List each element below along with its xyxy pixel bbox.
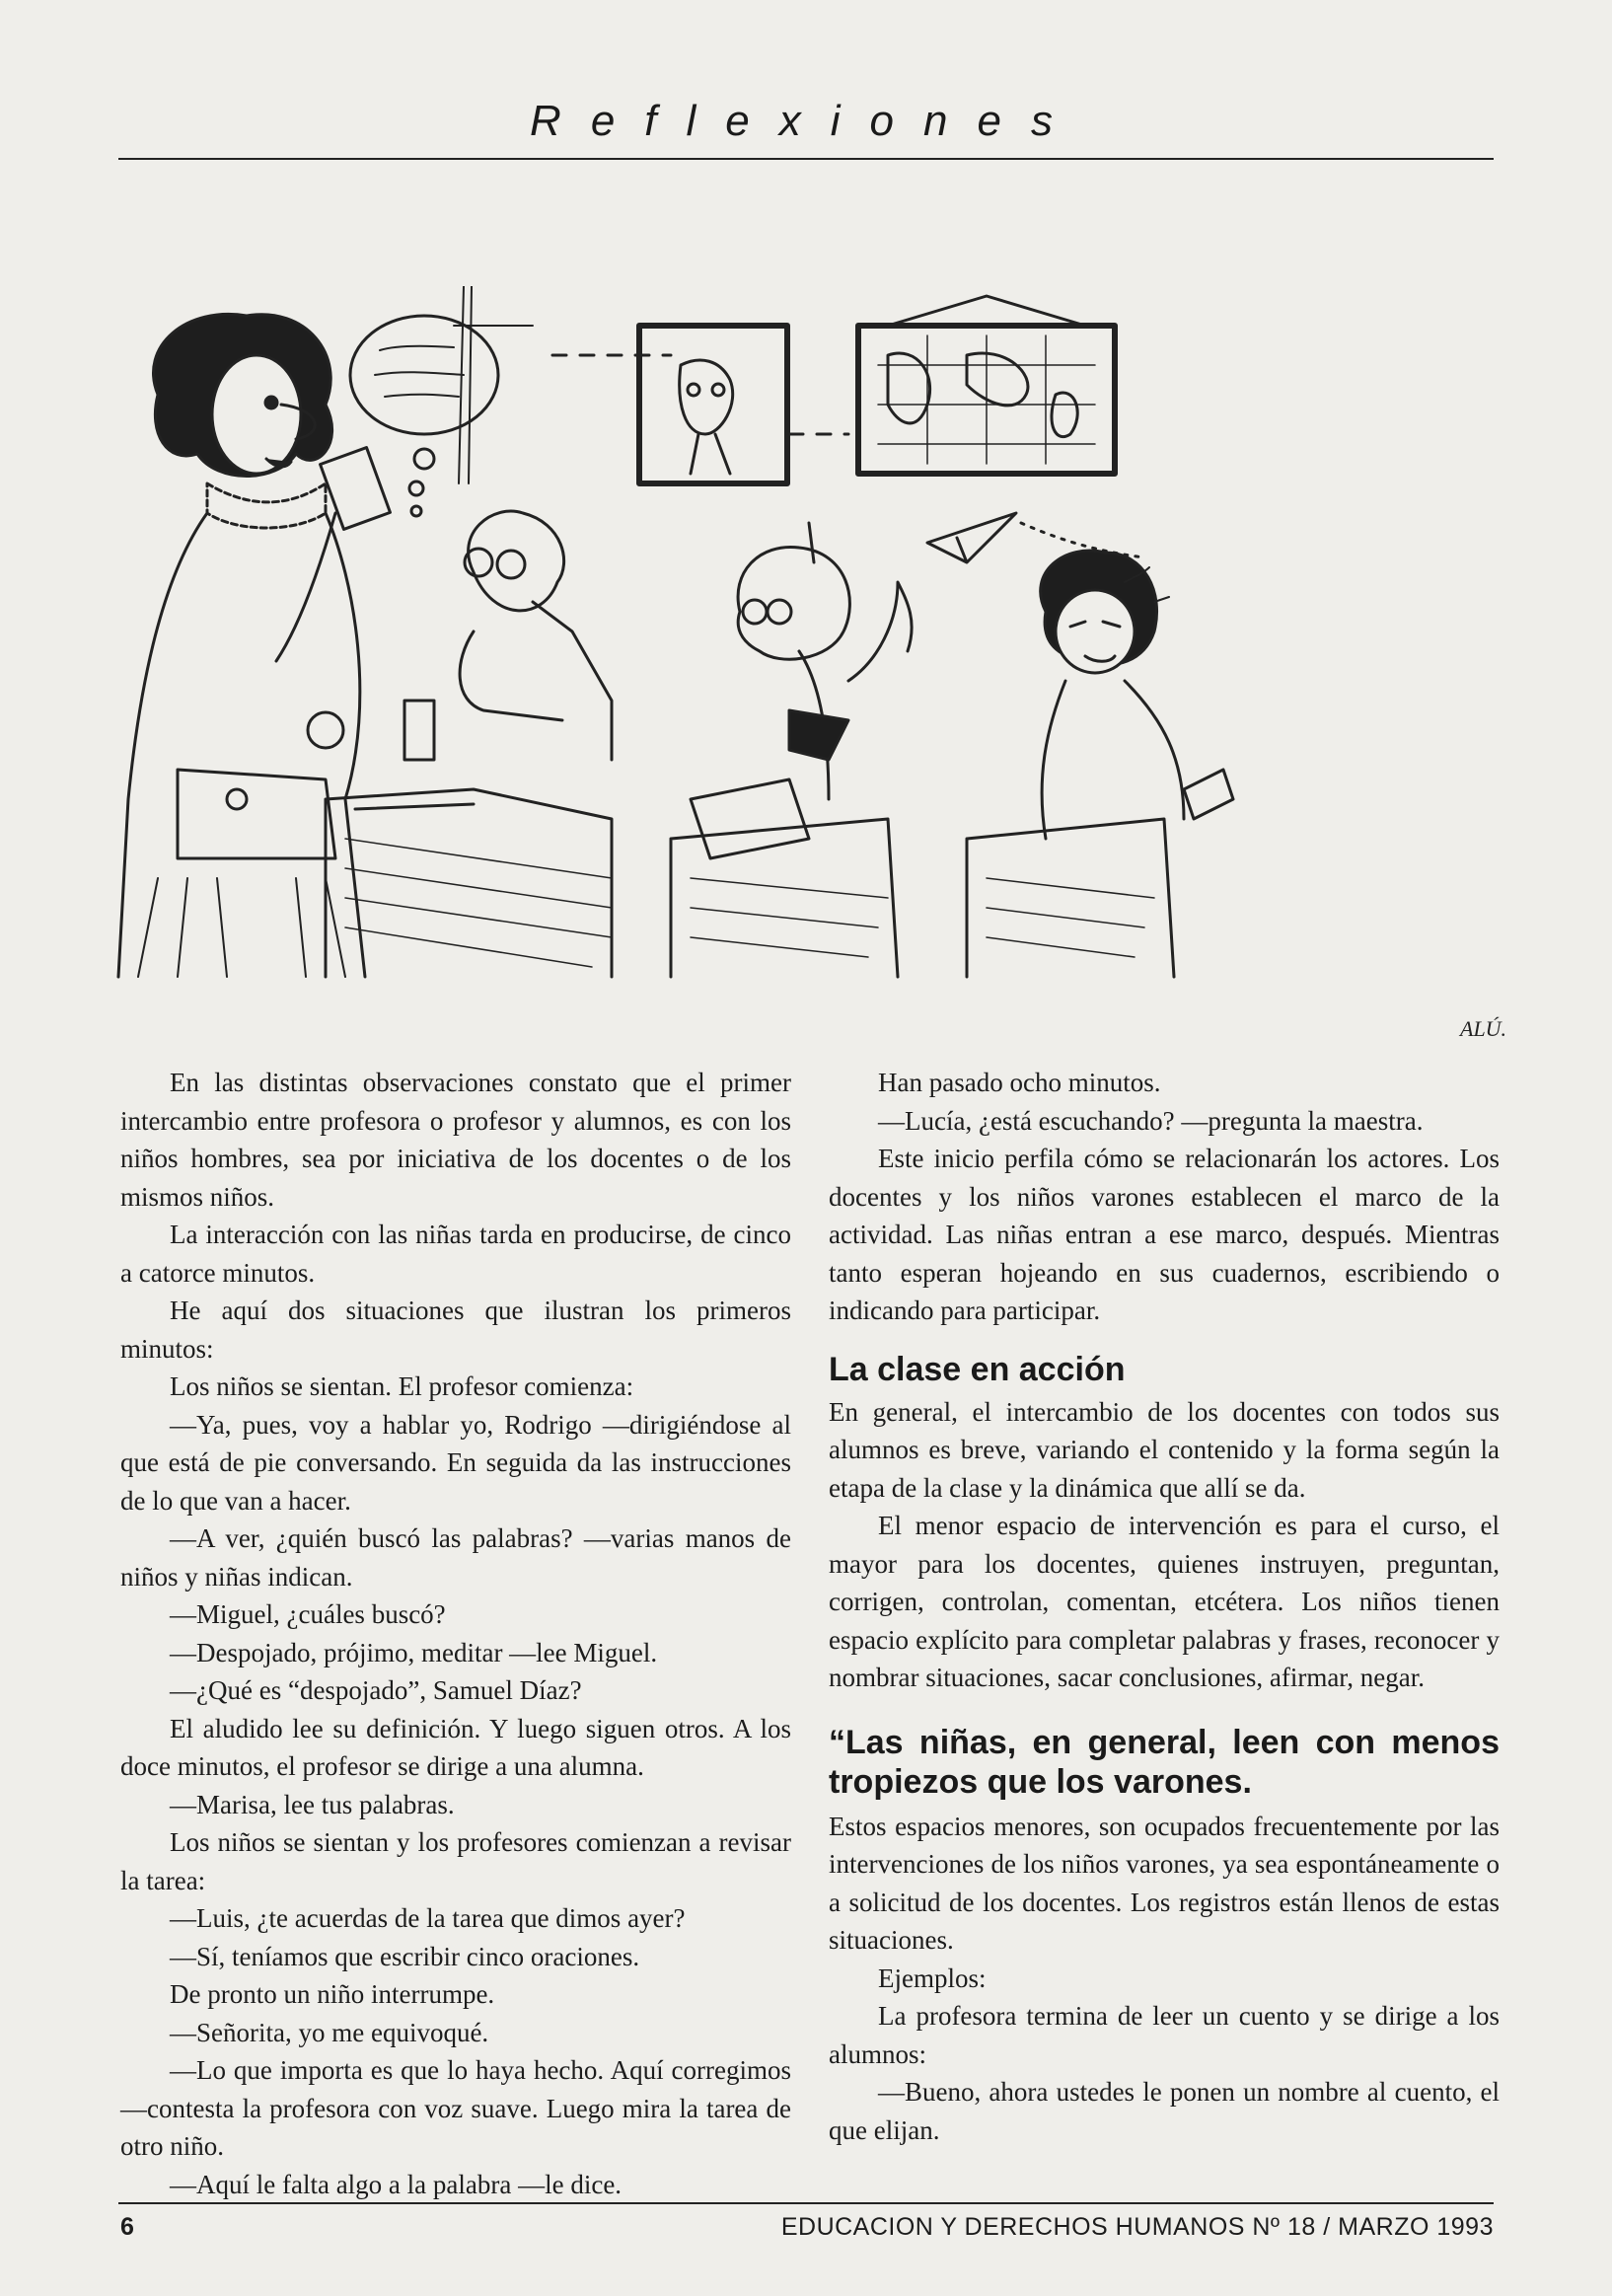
- paragraph: La interacción con las niñas tarda en producirse, de cinco a catorce minutos.: [120, 1220, 791, 1288]
- paragraph: Los niños se sientan. El profesor comienza:: [170, 1371, 634, 1401]
- publication-footer: EDUCACION Y DERECHOS HUMANOS Nº 18 / MARZO 1993: [780, 2213, 1494, 2241]
- paragraph: En las distintas observaciones constato que el primer intercambio entre profesora o profesor y alumnos, es con los niños hombres, sea por iniciativa de los docentes o de los mismos niños.: [120, 1068, 791, 1212]
- paragraph: El menor espacio de intervención es para el curso, el mayor para los docentes, quienes instruyen, preguntan, corrigen, controlan, comentan, etcétera. Los niños tienen espacio explícito para completar palabras y frases, reconocer y nombrar situaciones, sacar conclusiones, afirmar, negar.: [829, 1511, 1500, 1692]
- paragraph: —Luis, ¿te acuerdas de la tarea que dimos ayer?: [170, 1903, 686, 1933]
- paragraph: —Lucía, ¿está escuchando? —pregunta la maestra.: [878, 1105, 1424, 1136]
- girl-figure: [967, 551, 1233, 977]
- paragraph: —Miguel, ¿cuáles buscó?: [170, 1599, 446, 1629]
- pull-quote: “Las niñas, en general, leen con menos tropiezos que los varones.: [829, 1723, 1500, 1801]
- cartoon-signature: ALÚ.: [1460, 1016, 1507, 1041]
- paragraph: De pronto un niño interrumpe.: [170, 1979, 495, 2009]
- paragraph: —Señorita, yo me equivoqué.: [170, 2017, 489, 2047]
- boy-raised-hand: [671, 547, 912, 977]
- paragraph: —A ver, ¿quién buscó las palabras? —varias manos de niños y niñas indican.: [120, 1523, 791, 1592]
- paragraph: —Aquí le falta algo a la palabra —le dice.: [170, 2169, 623, 2199]
- paragraph: He aquí dos situaciones que ilustran los primeros minutos:: [120, 1296, 791, 1364]
- left-column: [120, 1064, 791, 2203]
- header-rule: [118, 158, 1494, 160]
- paragraph: La profesora termina de leer un cuento y se dirige a los alumnos:: [829, 2001, 1500, 2069]
- paragraph: —Lo que importa es que lo haya hecho. Aquí corregimos —contesta la profesora con voz suave. Luego mira la tarea de otro niño.: [120, 2055, 791, 2161]
- section-title: Reflexiones: [530, 97, 1082, 145]
- paragraph: Ejemplos:: [878, 1963, 987, 1993]
- paragraph: —Ya, pues, voy a hablar yo, Rodrigo —dirigiéndose al que está de pie conversando. En seguida da las instrucciones de lo que van a hacer.: [120, 1409, 791, 1516]
- paragraph: En general, el intercambio de los docentes con todos sus alumnos es breve, variando el contenido y la forma según la etapa de la clase y la dinámica que allí se da.: [829, 1396, 1500, 1503]
- paragraph: —Despojado, prójimo, meditar —lee Miguel.: [170, 1637, 658, 1667]
- right-column: [829, 1064, 1500, 2149]
- paragraph: Este inicio perfila cómo se relacionarán los actores. Los docentes y los niños varones establecen el marco de la actividad. Las niñas entran a ese marco, después. Mientras tanto esperan hojeando en sus cuadernos, escribiendo o indicando para participar.: [829, 1144, 1500, 1325]
- paragraph: Han pasado ocho minutos.: [878, 1068, 1161, 1097]
- subheading: La clase en acción: [829, 1350, 1126, 1388]
- paragraph: El aludido lee su definición. Y luego siguen otros. A los doce minutos, el profesor se dirige a una alumna.: [120, 1713, 791, 1781]
- paragraph: Los niños se sientan y los profesores comienzan a revisar la tarea:: [120, 1827, 791, 1895]
- page-number: 6: [120, 2213, 134, 2241]
- paragraph: —¿Qué es “despojado”, Samuel Díaz?: [170, 1675, 582, 1705]
- paragraph: Estos espacios menores, son ocupados frecuentemente por las intervenciones de los niños varones, ya sea espontáneamente o a solicitud de los docentes. Los registros están llenos de estas situaciones.: [829, 1811, 1500, 1955]
- footer-rule: [118, 2202, 1494, 2204]
- boy-writing: [326, 511, 612, 977]
- paragraph: —Sí, teníamos que escribir cinco oraciones.: [170, 1941, 640, 1971]
- map-frame: [858, 296, 1115, 474]
- paragraph: —Marisa, lee tus palabras.: [170, 1789, 455, 1819]
- classroom-cartoon: [99, 286, 1559, 1056]
- paragraph: —Bueno, ahora ustedes le ponen un nombre al cuento, el que elijan.: [829, 2077, 1500, 2145]
- teacher-figure: [118, 314, 390, 977]
- picture-frame: [552, 326, 848, 483]
